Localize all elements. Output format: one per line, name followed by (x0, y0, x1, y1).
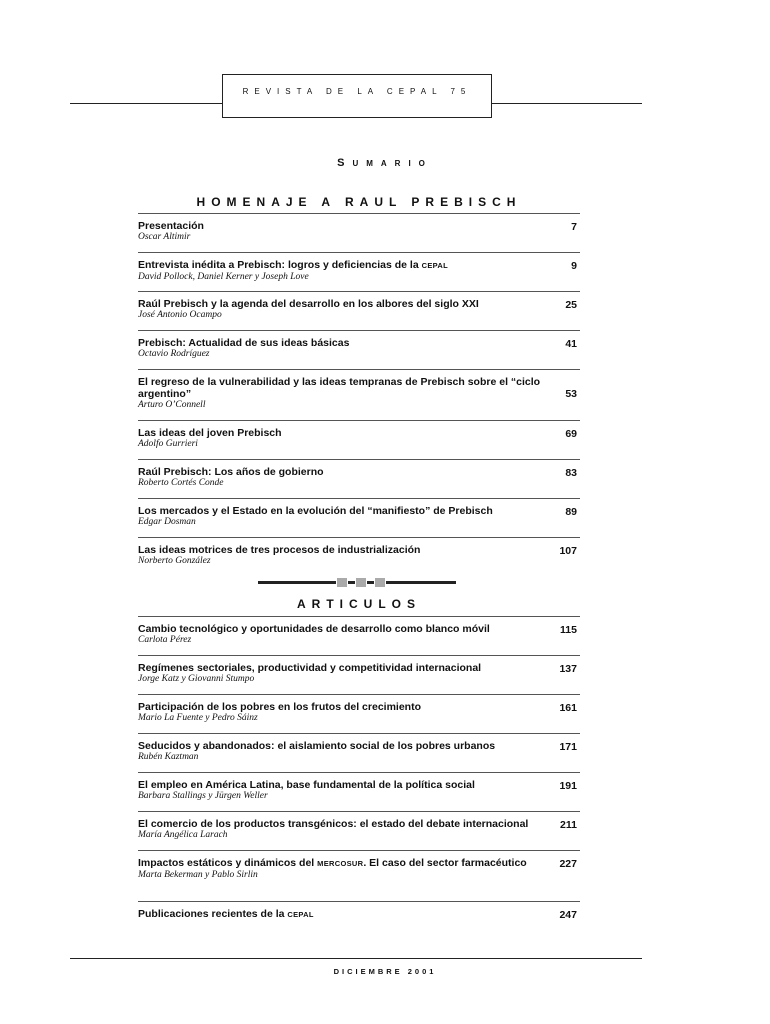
toc-entry[interactable] (138, 498, 580, 537)
toc-entry-author: Adolfo Gurrieri (138, 439, 198, 449)
toc-entry[interactable] (138, 901, 580, 940)
toc-entry-title (138, 466, 553, 478)
toc-entry-title-text: El comercio de los productos transgénicos: el estado del debate internacional (138, 818, 529, 830)
toc-entry-author: Arturo O’Connell (138, 400, 206, 410)
toc-entry-title-text: Prebisch: Actualidad de sus ideas básicas (138, 337, 350, 349)
toc-entry-title (138, 779, 553, 791)
toc-entry-title-text: Regímenes sectoriales, productividad y competitividad internacional (138, 662, 482, 674)
toc-entry-title (138, 427, 553, 439)
toc-entry-title (138, 505, 553, 517)
toc-entry-title-text: Impactos estáticos y dinámicos del (138, 857, 318, 869)
toc-entry-title (138, 857, 553, 870)
toc-entry-title-text: Participación de los pobres en los frutos del crecimiento (138, 701, 421, 713)
ornament-divider (258, 578, 456, 588)
toc-entry-author: José Antonio Ocampo (138, 310, 222, 320)
toc-entry-page-number: 247 (559, 909, 577, 921)
toc-entry-title (138, 544, 553, 556)
toc-entry[interactable] (138, 213, 580, 252)
toc-entry-title (138, 337, 553, 349)
toc-entry-page-number: 107 (559, 545, 577, 557)
section-heading-articulos: ARTICULOS (297, 597, 421, 611)
toc-entry-author: Jorge Katz y Giovanni Stumpo (138, 674, 255, 684)
toc-entry-title-text: Cambio tecnológico y oportunidades de desarrollo como blanco móvil (138, 623, 490, 635)
toc-entry-author: Octavio Rodríguez (138, 349, 210, 359)
section-heading-homenaje: HOMENAJE A RAUL PREBISCH (196, 195, 522, 209)
toc-entry[interactable] (138, 772, 580, 811)
toc-entry-author: David Pollock, Daniel Kerner y Joseph Love (138, 272, 309, 282)
toc-entry-title (138, 259, 553, 272)
toc-entry-title-acronym: CEPAL (421, 261, 448, 270)
toc-entry-author: Mario La Fuente y Pedro Sáinz (138, 713, 258, 723)
toc-entry[interactable] (138, 537, 580, 576)
toc-entry[interactable] (138, 655, 580, 694)
toc-entry-page-number: 137 (559, 663, 577, 675)
toc-entry[interactable] (138, 252, 580, 291)
toc-entry[interactable] (138, 811, 580, 850)
toc-entry-page-number: 89 (565, 506, 577, 518)
toc-entry-author: María Angélica Larach (138, 830, 228, 840)
toc-entry-title-text: El regreso de la vulnerabilidad y las ideas tempranas de Prebisch sobre el “ciclo argentino” (138, 376, 541, 400)
issue-date: DICIEMBRE 2001 (333, 967, 437, 976)
toc-entry[interactable] (138, 694, 580, 733)
bottom-rule (70, 958, 642, 959)
sumario-heading: Sumario (337, 157, 433, 169)
toc-entry-author: Edgar Dosman (138, 517, 196, 527)
toc-entry-title-text: Raúl Prebisch: Los años de gobierno (138, 466, 324, 478)
toc-entry[interactable] (138, 459, 580, 498)
toc-entry-title-acronym: CEPAL (287, 910, 314, 919)
toc-entry[interactable] (138, 420, 580, 459)
toc-entry[interactable] (138, 330, 580, 369)
articulos-entry-list (138, 616, 580, 940)
toc-entry-author: Norberto González (138, 556, 211, 566)
toc-entry-page-number: 53 (565, 388, 577, 400)
toc-entry-title-text: Seducidos y abandonados: el aislamiento social de los pobres urbanos (138, 740, 496, 752)
toc-entry-page-number: 161 (559, 702, 577, 714)
toc-entry-author: Roberto Cortés Conde (138, 478, 224, 488)
toc-entry-title-continuation: . El caso del sector farmacéutico (363, 857, 527, 869)
toc-entry-author: Oscar Altimir (138, 232, 191, 242)
toc-entry-title-text: Los mercados y el Estado en la evolución del “manifiesto” de Prebisch (138, 505, 493, 517)
toc-entry-title (138, 220, 553, 232)
toc-entry[interactable] (138, 733, 580, 772)
toc-entry-page-number: 25 (565, 299, 577, 311)
toc-entry-page-number: 171 (559, 741, 577, 753)
toc-entry-page-number: 83 (565, 467, 577, 479)
toc-entry[interactable] (138, 850, 580, 901)
homenaje-entry-list (138, 213, 580, 576)
toc-entry-title (138, 740, 553, 752)
toc-entry-title (138, 298, 553, 310)
toc-entry-title (138, 662, 553, 674)
toc-entry[interactable] (138, 369, 580, 420)
toc-entry-page-number: 211 (560, 819, 577, 831)
toc-entry-title-text: Raúl Prebisch y la agenda del desarrollo en los albores del siglo XXI (138, 298, 479, 310)
toc-entry-author: Barbara Stallings y Jürgen Weller (138, 791, 268, 801)
toc-entry-title-text: Las ideas del joven Prebisch (138, 427, 282, 439)
toc-entry-page-number: 7 (571, 221, 577, 233)
toc-entry-page-number: 115 (560, 624, 577, 636)
toc-entry-title-text: Presentación (138, 220, 204, 232)
toc-entry-author: Carlota Pérez (138, 635, 192, 645)
journal-title: REVISTA DE LA CEPAL 75 (242, 87, 472, 96)
toc-entry-page-number: 227 (559, 858, 577, 870)
toc-entry-title (138, 701, 553, 713)
toc-entry-page-number: 69 (565, 428, 577, 440)
toc-entry-title (138, 818, 553, 830)
toc-entry-title-text: Publicaciones recientes de la (138, 908, 288, 920)
toc-entry-title (138, 623, 553, 635)
toc-entry-title-acronym: MERCOSUR (317, 859, 364, 868)
journal-header-box (222, 74, 492, 118)
toc-entry-author: Marta Bekerman y Pablo Sirlin (138, 870, 258, 880)
toc-entry-title (138, 376, 553, 400)
toc-entry-title-text: Las ideas motrices de tres procesos de industrialización (138, 544, 421, 556)
toc-entry-title-text: Entrevista inédita a Prebisch: logros y deficiencias de la (138, 259, 422, 271)
toc-entry-author: Rubén Kaztman (138, 752, 199, 762)
toc-entry-page-number: 9 (571, 260, 577, 272)
toc-entry[interactable] (138, 291, 580, 330)
toc-entry-title (138, 908, 553, 921)
toc-entry-page-number: 41 (565, 338, 577, 350)
toc-entry-title-text: El empleo en América Latina, base fundamental de la política social (138, 779, 475, 791)
toc-entry-page-number: 191 (559, 780, 577, 792)
toc-entry[interactable] (138, 616, 580, 655)
